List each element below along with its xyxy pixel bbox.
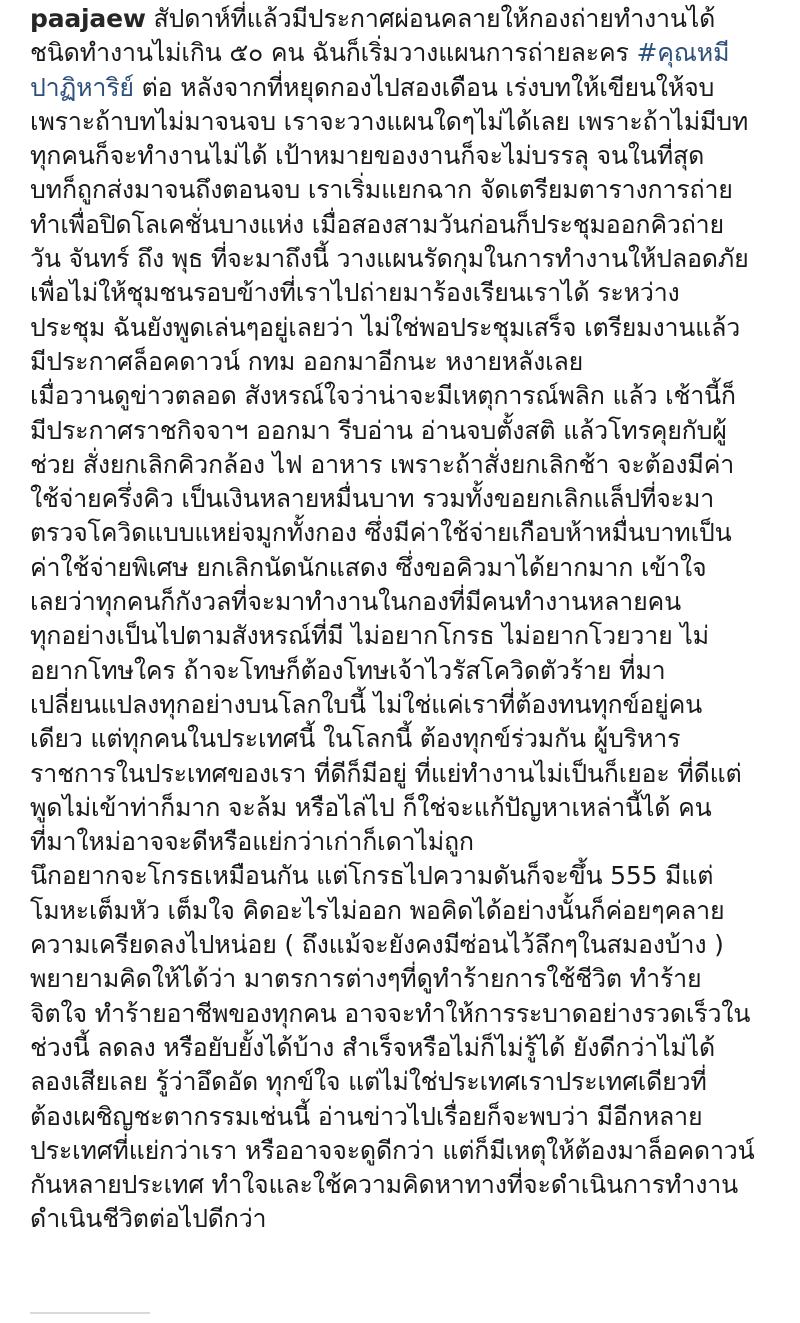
caption-line-6: บทก็ถูกส่งมาจนถึงตอนจบ เราเริ่มแยกฉาก จัดเตรียมตารางการถ่าย	[30, 175, 733, 205]
caption-line-3	[30, 71, 782, 105]
caption-line-23: ราชการในประเทศของเรา ที่ดีก็มีอยู่ ที่แย่ทำงานไม่เป็นก็เยอะ ที่ดีแต่	[30, 758, 742, 788]
caption-line-15: ใช้จ่ายครึ่งคิว เป็นเงินหลายหมื่นบาท รวมทั้งขอยกเลิกแล็ปที่จะมา	[30, 484, 715, 514]
caption-line-19: ทุกอย่างเป็นไปตามสังหรณ์ที่มี ไม่อยากโกรธ ไม่อยากโวยวาย ไม่	[30, 621, 709, 651]
caption-line-34: ประเทศที่แย่กว่าเรา หรืออาจจะดูดีกว่า แต่ก็มีเหตุให้ต้องมาล็อคดาวน์	[30, 1135, 755, 1165]
caption-line-25: ที่มาใหม่อาจจะดีหรือแย่กว่าเก่าก็เดาไม่ถูก	[30, 827, 474, 857]
caption-line-18: เลยว่าทุกคนก็กังวลที่จะมาทำงานในกองที่มีคนทำงานหลายคน	[30, 587, 681, 617]
hashtag-link-part-1[interactable]: #คุณหมี	[636, 38, 730, 68]
caption-line-30: จิตใจ ทำร้ายอาชีพของทุกคน อาจจะทำให้การระบาดอย่างรวดเร็วใน	[30, 998, 751, 1028]
caption-line-5: ทุกคนก็จะทำงานไม่ได้ เป้าหมายของงานก็จะไม่บรรลุ จนในที่สุด	[30, 141, 705, 171]
caption-line-29: พยายามคิดให้ได้ว่า มาตรการต่างๆที่ดูทำร้ายการใช้ชีวิต ทำร้าย	[30, 964, 702, 994]
caption-text: ต่อ หลังจากที่หยุดกองไปสองเดือน เร่งบทให้เขียนให้จบ	[133, 72, 715, 102]
caption-line-22: เดียว แต่ทุกคนในประเทศนี้ ในโลกนี้ ต้องทุกข์ร่วมกัน ผู้บริหาร	[30, 724, 681, 754]
caption-line-13: มีประกาศราชกิจจาฯ ออกมา รีบอ่าน อ่านจบตั้งสติ แล้วโทรคุยกับผู้	[30, 415, 727, 445]
caption-line-21: เปลี่ยนแปลงทุกอย่างบนโลกใบนี้ ไม่ใช่แค่เราที่ต้องทนทุกข์อยู่คน	[30, 689, 703, 719]
caption-line-26: นึกอยากจะโกรธเหมือนกัน แต่โกรธไปความดันก็จะขึ้น 555 มีแต่	[30, 861, 714, 891]
caption-line-35: กันหลายประเทศ ทำใจและใช้ความคิดหาทางที่จะดำเนินการทำงาน	[30, 1170, 738, 1200]
caption-line-33: ต้องเผชิญชะตากรรมเช่นนี้ อ่านข่าวไปเรื่อยก็จะพบว่า มีอีกหลาย	[30, 1101, 703, 1131]
caption-line-12: เมื่อวานดูข่าวตลอด สังหรณ์ใจว่าน่าจะมีเหตุการณ์พลิก แล้ว เช้านี้ก็	[30, 381, 736, 411]
username-link[interactable]: paajaew	[30, 4, 146, 33]
caption-line-4: เพราะถ้าบทไม่มาจนจบ เราจะวางแผนใดๆไม่ได้เลย เพราะถ้าไม่มีบท	[30, 106, 749, 136]
caption-line-32: ลองเสียเลย รู้ว่าอึดอัด ทุกข์ใจ แต่ไม่ใช่ประเทศเราประเทศเดียวที่	[30, 1067, 707, 1097]
caption-line-16: ตรวจโควิดแบบแหย่จมูกทั้งกอง ซึ่งมีค่าใช้จ่ายเกือบห้าหมื่นบาทเป็น	[30, 518, 732, 548]
caption-line-14: ช่วย สั่งยกเลิกคิวกล้อง ไฟ อาหาร เพราะถ้าสั่งยกเลิกช้า จะต้องมีค่า	[30, 449, 735, 479]
post-caption	[30, 2, 782, 1237]
caption-line-9: เพื่อไม่ให้ชุมชนรอบข้างที่เราไปถ่ายมาร้องเรียนเราได้ ระหว่าง	[30, 278, 680, 308]
caption-line-31: ช่วงนี้ ลดลง หรือยับยั้งได้บ้าง สำเร็จหรือไม่ก็ไม่รู้ได้ ยังดีกว่าไม่ได้	[30, 1032, 716, 1062]
caption-line-8: วัน จันทร์ ถึง พุธ ที่จะมาถึงนี้ วางแผนรัดกุมในการทำงานให้ปลอดภัย	[30, 244, 749, 274]
cropped-next-line-divider	[30, 1312, 150, 1314]
caption-line-11: มีประกาศล็อคดาวน์ กทม ออกมาอีกนะ หงายหลังเลย	[30, 346, 584, 376]
caption-line-2	[30, 36, 782, 70]
caption-line-17: ค่าใช้จ่ายพิเศษ ยกเลิกนัดนักแสดง ซึ่งขอคิวมาได้ยากมาก เข้าใจ	[30, 552, 707, 582]
caption-line-10: ประชุม ฉันยังพูดเล่นๆอยู่เลยว่า ไม่ใช่พอประชุมเสร็จ เตรียมงานแล้ว	[30, 312, 741, 342]
caption-line-1	[30, 2, 782, 36]
hashtag-link-part-2[interactable]: ปาฏิหาริย์	[30, 72, 134, 102]
caption-line-36: ดำเนินชีวิตต่อไปดีกว่า	[30, 1204, 267, 1234]
caption-line-27: โมหะเต็มหัว เต็มใจ คิดอะไรไม่ออก พอคิดได้อย่างนั้นก็ค่อยๆคลาย	[30, 895, 725, 925]
caption-line-24: พูดไม่เข้าท่าก็มาก จะล้ม หรือไล่ไป ก็ใช่จะแก้ปัญหาเหล่านี้ได้ คน	[30, 792, 712, 822]
caption-line-7: ทำเพื่อปิดโลเคชั่นบางแห่ง เมื่อสองสามวันก่อนก็ประชุมออกคิวถ่าย	[30, 209, 724, 239]
caption-text: สัปดาห์ที่แล้วมีประกาศผ่อนคลายให้กองถ่ายทำงานได้	[145, 4, 716, 33]
caption-line-28: ความเครียดลงไปหน่อย ( ถึงแม้จะยังคงมีซ่อนไว้ลึกๆในสมองบ้าง )	[30, 930, 724, 960]
caption-line-20: อยากโทษใคร ถ้าจะโทษก็ต้องโทษเจ้าไวรัสโควิดตัวร้าย ที่มา	[30, 655, 666, 685]
caption-text: ชนิดทำงานไม่เกิน ๕๐ คน ฉันก็เริ่มวางแผนการถ่ายละคร	[30, 38, 637, 68]
